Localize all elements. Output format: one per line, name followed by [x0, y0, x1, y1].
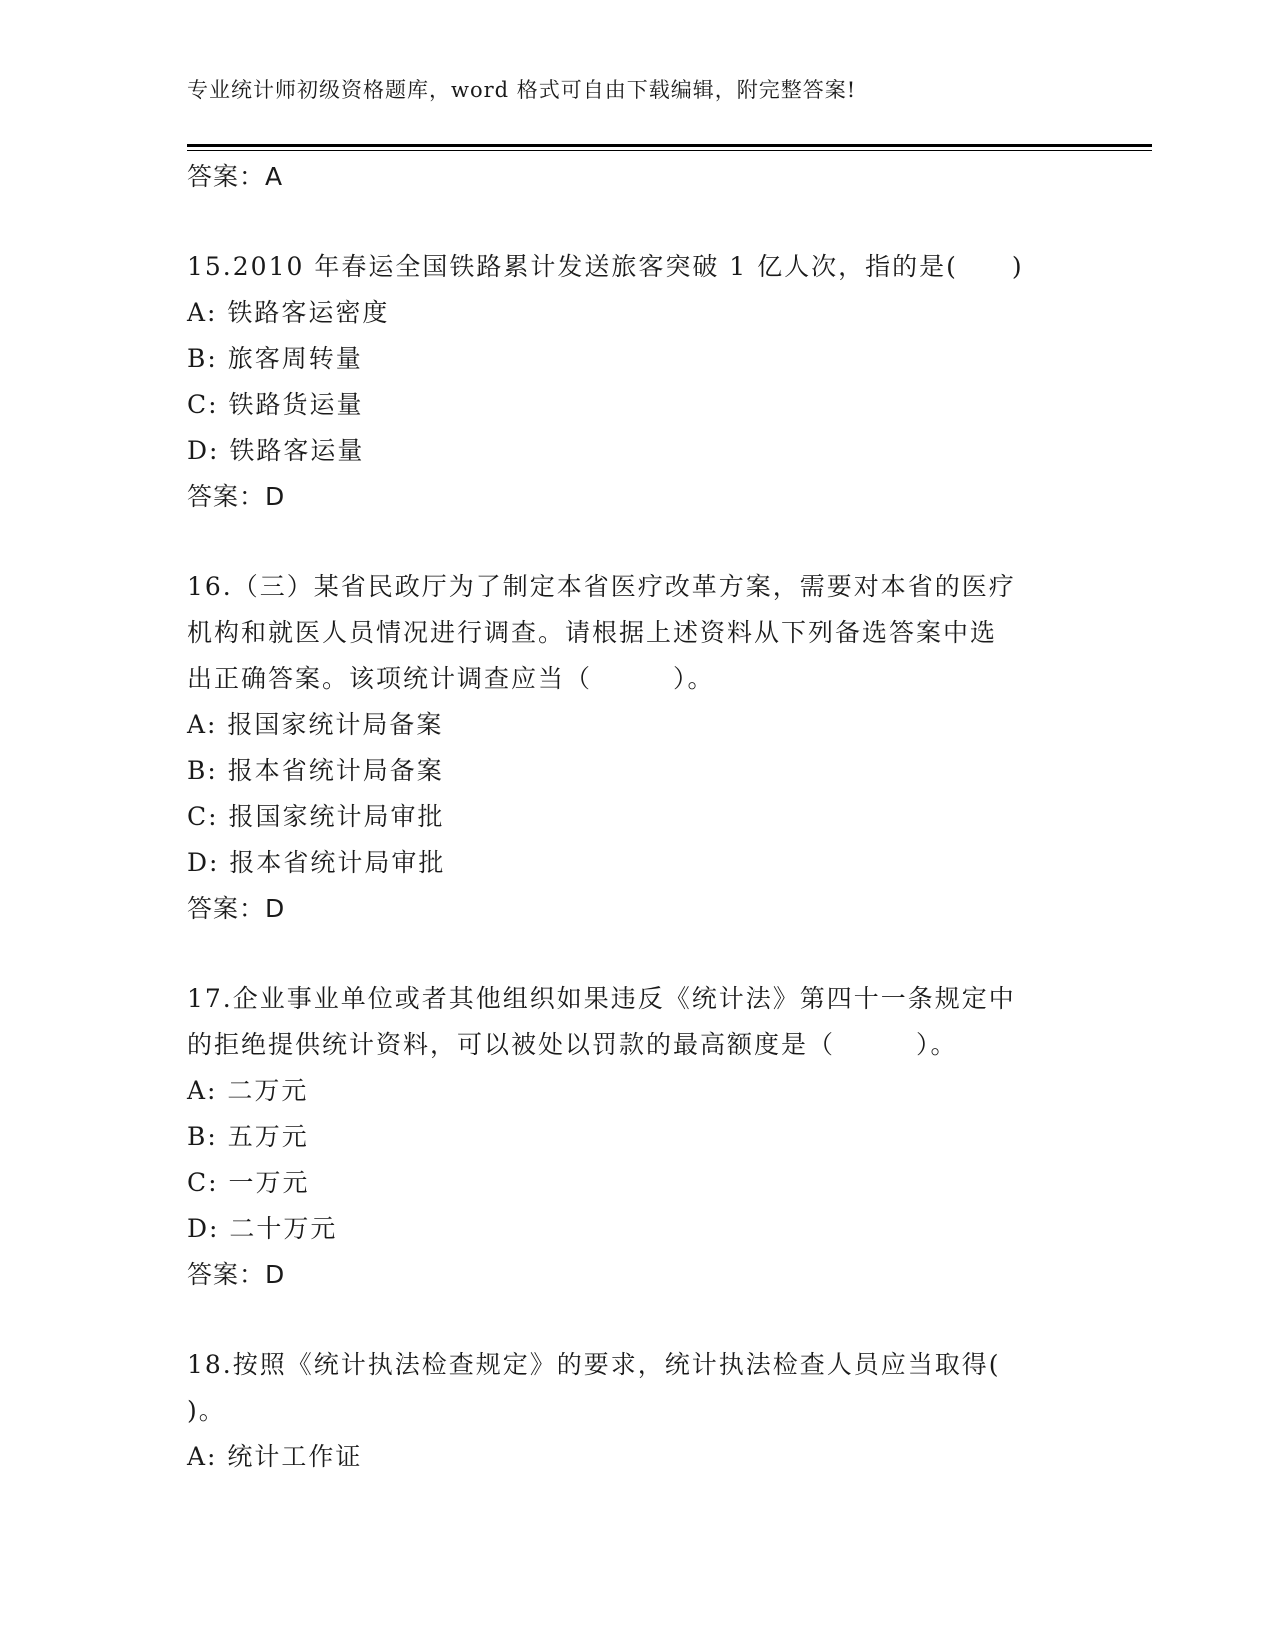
question-text: 的拒绝提供统计资料，可以被处以罚款的最高额度是（ ）。 — [187, 1030, 958, 1059]
previous-answer: 答案：A — [187, 162, 284, 191]
page-header: 专业统计师初级资格题库，word 格式可自由下载编辑，附完整答案! — [187, 78, 857, 102]
option-a: A: 报国家统计局备案 — [187, 710, 444, 739]
question-text: 16.（三）某省民政厅为了制定本省医疗改革方案，需要对本省的医疗 — [187, 572, 1016, 601]
option-a: A: 铁路客运密度 — [187, 298, 390, 327]
option-c: C: 铁路货运量 — [187, 390, 364, 419]
option-a: A: 二万元 — [187, 1076, 309, 1105]
option-b: B: 旅客周转量 — [187, 344, 363, 373]
answer: 答案：D — [187, 1260, 286, 1289]
question-list — [187, 154, 1067, 1480]
question-text: 18.按照《统计执法检查规定》的要求，统计执法检查人员应当取得( — [187, 1350, 1001, 1379]
option-a: A: 统计工作证 — [187, 1442, 363, 1471]
question-17 — [187, 976, 1067, 1298]
question-text: 15.2010 年春运全国铁路累计发送旅客突破 1 亿人次，指的是( ) — [187, 252, 1024, 281]
header-divider-thick — [187, 144, 1152, 147]
option-d: D: 二十万元 — [187, 1214, 338, 1243]
option-c: C: 一万元 — [187, 1168, 310, 1197]
option-d: D: 铁路客运量 — [187, 436, 365, 465]
question-text: 17.企业事业单位或者其他组织如果违反《统计法》第四十一条规定中 — [187, 984, 1016, 1013]
answer: 答案：D — [187, 482, 286, 511]
question-18 — [187, 1342, 1067, 1480]
header-divider-thin — [187, 150, 1152, 151]
answer: 答案：D — [187, 894, 286, 923]
question-text: 机构和就医人员情况进行调查。请根据上述资料从下列备选答案中选 — [187, 618, 998, 647]
option-d: D: 报本省统计局审批 — [187, 848, 446, 877]
option-b: B: 报本省统计局备案 — [187, 756, 444, 785]
question-15 — [187, 244, 1067, 520]
question-16 — [187, 564, 1067, 932]
question-text: 出正确答案。该项统计调查应当（ ）。 — [187, 664, 715, 693]
option-c: C: 报国家统计局审批 — [187, 802, 445, 831]
option-b: B: 五万元 — [187, 1122, 309, 1151]
question-text: )。 — [187, 1396, 226, 1425]
